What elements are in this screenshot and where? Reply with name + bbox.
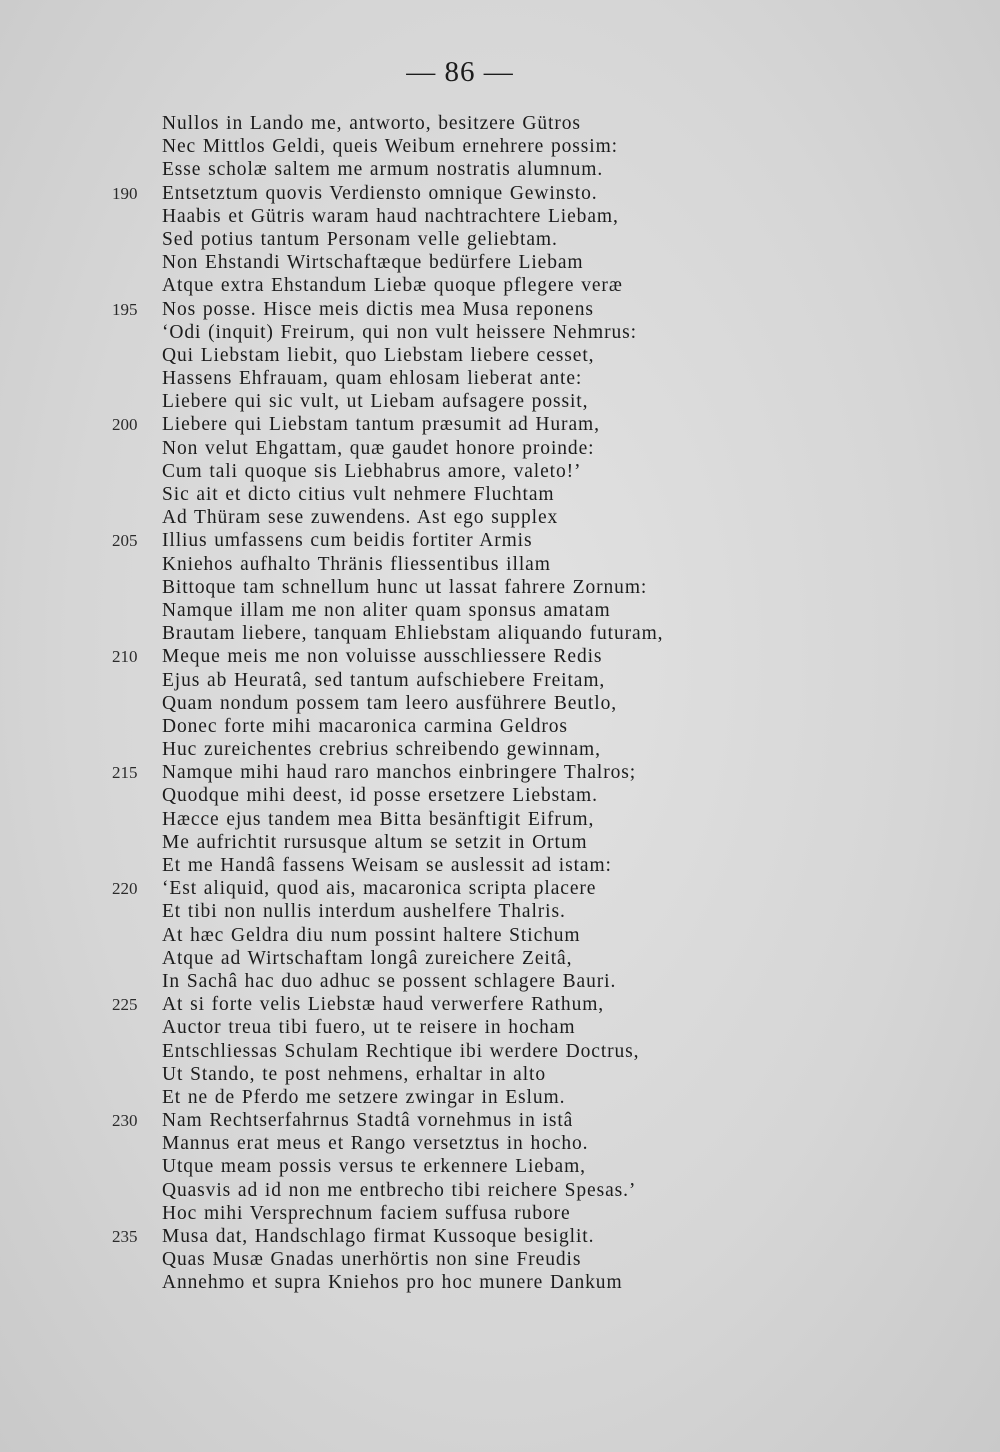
verse-text: Et tibi non nullis interdum aushelfere Thalris. xyxy=(162,901,566,923)
verse-text: ‘Odi (inquit) Freirum, qui non vult heissere Nehmrus: xyxy=(162,321,637,343)
verse-line xyxy=(0,1016,1000,1039)
verse-text: Illius umfassens cum beidis fortiter Armis xyxy=(162,530,533,552)
line-number: 210 xyxy=(112,647,138,667)
verse-line xyxy=(0,692,1000,715)
verse-text: Non velut Ehgattam, quæ gaudet honore proinde: xyxy=(162,437,595,459)
verse-text: Entsetztum quovis Verdiensto omnique Gewinsto. xyxy=(162,182,598,204)
verse-text: Nec Mittlos Geldi, queis Weibum ernehrere possim: xyxy=(162,136,618,158)
verse-line xyxy=(0,1271,1000,1294)
verse-line xyxy=(0,135,1000,158)
line-number: 190 xyxy=(112,183,138,203)
verse-line xyxy=(0,437,1000,460)
verse-line xyxy=(0,715,1000,738)
verse-text: Bittoque tam schnellum hunc ut lassat fahrere Zornum: xyxy=(162,576,648,598)
verse-text: Annehmo et supra Kniehos pro hoc munere Dankum xyxy=(162,1272,623,1294)
verse-text: Sed potius tantum Personam velle geliebtam. xyxy=(162,228,558,250)
verse-line xyxy=(0,1225,1000,1248)
verse-line xyxy=(0,970,1000,993)
verse-text: Musa dat, Handschlago firmat Kussoque besiglit. xyxy=(162,1226,595,1247)
verse-text: Qui Liebstam liebit, quo Liebstam liebere cesset, xyxy=(162,344,595,366)
verse-text: Quam nondum possem tam leero ausführere Beutlo, xyxy=(162,692,617,714)
verse-line xyxy=(0,553,1000,576)
verse-text: Namque mihi haud raro manchos einbringere Thalros; xyxy=(162,762,637,784)
verse-line xyxy=(0,483,1000,506)
line-number: 235 xyxy=(112,1227,138,1246)
verse-text: Liebere qui Liebstam tantum præsumit ad Huram, xyxy=(162,414,600,436)
page-number: — 86 — xyxy=(406,56,514,88)
verse-line xyxy=(0,413,1000,436)
verse-line xyxy=(0,738,1000,761)
verse-line xyxy=(0,1109,1000,1132)
verse-line xyxy=(0,182,1000,205)
verse-line xyxy=(0,947,1000,970)
verse-text: Et ne de Pferdo me setzere zwingar in Eslum. xyxy=(162,1086,566,1108)
verse-line xyxy=(0,1155,1000,1178)
verse-text: Nam Rechtserfahrnus Stadtâ vornehmus in istâ xyxy=(162,1110,574,1132)
verse-line xyxy=(0,158,1000,181)
verse-text: Auctor treua tibi fuero, ut te reisere in hocham xyxy=(162,1017,576,1039)
verse-text: Haabis et Gütris waram haud nachtrachtere Liebam, xyxy=(162,205,619,227)
verse-line xyxy=(0,321,1000,344)
verse-line xyxy=(0,1202,1000,1225)
verse-text: Hoc mihi Versprechnum faciem suffusa rubore xyxy=(162,1202,571,1224)
verse-line xyxy=(0,1063,1000,1086)
verse-text: Sic ait et dicto citius vult nehmere Fluchtam xyxy=(162,484,555,505)
verse-line xyxy=(0,784,1000,807)
verse-text: At hæc Geldra diu num possint haltere Stichum xyxy=(162,924,581,946)
verse-text: Nos posse. Hisce meis dictis mea Musa reponens xyxy=(162,298,594,320)
verse-line xyxy=(0,877,1000,900)
verse-text: Non Ehstandi Wirtschaftæque bedürfere Liebam xyxy=(162,252,584,274)
verse-line xyxy=(0,854,1000,877)
verse-text: Esse scholæ saltem me armum nostratis alumnum. xyxy=(162,159,604,181)
verse-line xyxy=(0,1179,1000,1202)
verse-text: Donec forte mihi macaronica carmina Geldros xyxy=(162,715,568,737)
verse-line xyxy=(0,1248,1000,1271)
verse-text: At si forte velis Liebstæ haud verwerfere Rathum, xyxy=(162,994,605,1016)
verse-text: Cum tali quoque sis Liebhabrus amore, valeto!’ xyxy=(162,460,582,482)
verse-line xyxy=(0,645,1000,668)
verse-text: Namque illam me non aliter quam sponsus amatam xyxy=(162,599,611,621)
verse-text: Huc zureichentes crebrius schreibendo gewinnam, xyxy=(162,739,601,761)
line-number: 205 xyxy=(112,531,138,551)
line-number: 230 xyxy=(112,1111,138,1131)
verse-text: Utque meam possis versus te erkennere Liebam, xyxy=(162,1156,586,1178)
line-number: 225 xyxy=(112,995,138,1015)
verse-text: Entschliessas Schulam Rechtique ibi werdere Doctrus, xyxy=(162,1040,640,1062)
verse-line xyxy=(0,1132,1000,1155)
line-number: 200 xyxy=(112,415,138,435)
verse-line xyxy=(0,1086,1000,1109)
verse-text: Liebere qui sic vult, ut Liebam aufsagere possit, xyxy=(162,391,589,413)
verse-text: Atque extra Ehstandum Liebæ quoque pflegere veræ xyxy=(162,275,623,297)
verse-line xyxy=(0,924,1000,947)
verse-text: Quas Musæ Gnadas unerhörtis non sine Freudis xyxy=(162,1249,582,1271)
verse-line xyxy=(0,1040,1000,1063)
verse-text: Me aufrichtit rursusque altum se setzit in Ortum xyxy=(162,831,588,853)
verse-text: Brautam liebere, tanquam Ehliebstam aliquando futuram, xyxy=(162,623,664,645)
verse-line xyxy=(0,390,1000,413)
verse-line xyxy=(0,344,1000,367)
verse-line xyxy=(0,367,1000,390)
verse-line xyxy=(0,274,1000,297)
verse-line xyxy=(0,622,1000,645)
line-number: 215 xyxy=(112,763,138,783)
verse-text: Mannus erat meus et Rango versetztus in hocho. xyxy=(162,1133,589,1155)
verse-text: Et me Handâ fassens Weisam se auslessit ad istam: xyxy=(162,855,612,876)
verse-text: Quasvis ad id non me entbrecho tibi reichere Spesas.’ xyxy=(162,1179,637,1201)
verse-text: Kniehos aufhalto Thränis fliessentibus illam xyxy=(162,553,551,575)
verse-line xyxy=(0,669,1000,692)
verse-text: Ad Thüram sese zuwendens. Ast ego supplex xyxy=(162,507,559,529)
verse-line xyxy=(0,993,1000,1016)
verse-text: Quodque mihi deest, id posse ersetzere Liebstam. xyxy=(162,785,598,807)
verse-line xyxy=(0,506,1000,529)
line-number: 195 xyxy=(112,299,138,319)
verse-line xyxy=(0,112,1000,135)
verse-text: In Sachâ hac duo adhuc se possent schlagere Bauri. xyxy=(162,970,617,992)
line-number: 220 xyxy=(112,879,138,899)
verse-line xyxy=(0,529,1000,552)
verse-block xyxy=(0,112,1000,1295)
verse-text: Hæcce ejus tandem mea Bitta besänftigit Eifrum, xyxy=(162,808,595,830)
verse-line xyxy=(0,831,1000,854)
verse-text: ‘Est aliquid, quod ais, macaronica scripta placere xyxy=(162,878,597,900)
verse-line xyxy=(0,228,1000,251)
verse-text: Atque ad Wirtschaftam longâ zureichere Zeitâ, xyxy=(162,947,573,969)
verse-line xyxy=(0,205,1000,228)
verse-text: Meque meis me non voluisse ausschliessere Redis xyxy=(162,646,603,668)
verse-text: Hassens Ehfrauam, quam ehlosam lieberat ante: xyxy=(162,368,583,390)
verse-text: Ejus ab Heuratâ, sed tantum aufschiebere Freitam, xyxy=(162,669,606,691)
verse-line xyxy=(0,251,1000,274)
verse-line xyxy=(0,599,1000,622)
verse-line xyxy=(0,298,1000,321)
verse-line xyxy=(0,808,1000,831)
verse-text: Ut Stando, te post nehmens, erhaltar in alto xyxy=(162,1063,546,1085)
verse-text: Nullos in Lando me, antworto, besitzere Gütros xyxy=(162,113,581,134)
verse-line xyxy=(0,761,1000,784)
verse-line xyxy=(0,460,1000,483)
verse-line xyxy=(0,576,1000,599)
verse-line xyxy=(0,900,1000,923)
